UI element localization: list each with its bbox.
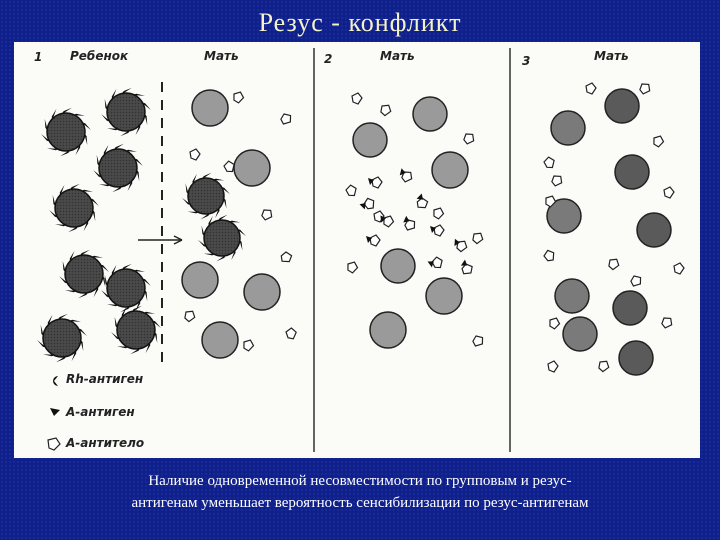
child-cell-antigen	[63, 261, 66, 273]
antibody	[285, 327, 297, 340]
child-cell-antigen	[84, 133, 87, 145]
antigen-antibody-complex	[434, 225, 444, 236]
panel-1-child-label: Ребенок	[70, 49, 129, 63]
mother-cell	[432, 152, 468, 188]
mother-cell	[426, 278, 462, 314]
antibody	[462, 131, 476, 146]
mother-cell	[234, 150, 270, 186]
antigen-antibody-complex	[372, 177, 382, 188]
antibody	[345, 184, 358, 198]
child-cell-antigen	[97, 155, 100, 167]
antibody	[550, 173, 564, 188]
panel-3-mother-label: Мать	[594, 49, 629, 63]
antibody	[190, 149, 200, 160]
antibody	[243, 339, 255, 352]
antibody	[279, 251, 294, 265]
child-cell-antigen	[105, 99, 108, 111]
diagram-figure	[14, 42, 700, 458]
antibody	[352, 93, 362, 104]
mother-cell	[619, 341, 653, 375]
antibody	[543, 156, 556, 170]
antibody	[233, 91, 245, 104]
mother-cell	[555, 279, 589, 313]
panel-3-number: 3	[522, 54, 531, 68]
antibody	[433, 207, 445, 220]
a-antibody-icon	[48, 438, 60, 450]
mother-cell	[413, 97, 447, 131]
antibody	[548, 361, 558, 372]
fetal-cell-in-mother-antigen	[204, 254, 216, 256]
child-cell-antigen	[80, 339, 83, 351]
legend-rh-antigen: Rh-антиген	[66, 372, 144, 386]
mother-cell	[551, 111, 585, 145]
fetal-cell-in-mother-antigen	[188, 212, 200, 214]
antibody	[379, 103, 392, 117]
caption-line-1: Наличие одновременной несовместимости по групповым и резус-	[148, 473, 572, 489]
a-antigen-icon	[50, 408, 60, 416]
mother-cell	[244, 274, 280, 310]
legend-a-antibody: А-антитело	[66, 436, 145, 450]
mother-cell	[192, 90, 228, 126]
antibody	[183, 309, 196, 323]
legend-a-antigen: А-антиген	[66, 405, 135, 419]
panel-1-number: 1	[34, 50, 43, 64]
rh-antigen-icon	[53, 376, 58, 386]
child-cell-antigen	[115, 317, 118, 329]
antibody	[543, 248, 557, 263]
slide-caption	[0, 470, 720, 514]
panel-2-mother-label: Мать	[380, 49, 415, 63]
antibody	[586, 83, 596, 94]
mother-cell	[353, 123, 387, 157]
antibody	[664, 187, 674, 198]
antibody	[674, 263, 684, 274]
antibody	[629, 274, 644, 289]
child-cell-antigen	[92, 209, 95, 221]
mother-cell	[381, 249, 415, 283]
mother-cell	[637, 213, 671, 247]
antibody	[471, 231, 484, 245]
antigen-antibody-complex	[370, 235, 380, 246]
mother-cell	[615, 155, 649, 189]
antibody	[260, 207, 274, 222]
antibody	[607, 257, 620, 271]
mother-cell	[182, 262, 218, 298]
slide-title: Резус - конфликт	[258, 8, 462, 37]
panel-1-mother-label: Мать	[204, 49, 239, 63]
antibody	[347, 261, 359, 274]
mother-cell	[613, 291, 647, 325]
antibody	[549, 317, 561, 330]
child-cell-antigen	[102, 275, 105, 287]
antigen-antibody-complex	[383, 215, 395, 228]
mother-cell	[370, 312, 406, 348]
mother-cell	[605, 89, 639, 123]
diagram-drawing	[14, 42, 700, 458]
child-cell-antigen	[105, 275, 108, 287]
caption-line-2: антигенам уменьшает вероятность сенсибилизации по резус-антигенам	[131, 495, 589, 511]
antibody	[660, 315, 674, 330]
panel-2-number: 2	[324, 52, 333, 66]
antibody	[653, 135, 665, 148]
mother-cell	[563, 317, 597, 351]
antibody	[279, 112, 294, 127]
fetal-cell-in-mother-antigen	[228, 221, 240, 223]
fetal-cell-in-mother-antigen	[212, 179, 224, 181]
antibody	[638, 81, 652, 96]
antibody	[471, 334, 486, 349]
antibody	[597, 359, 610, 373]
mother-cell	[202, 322, 238, 358]
